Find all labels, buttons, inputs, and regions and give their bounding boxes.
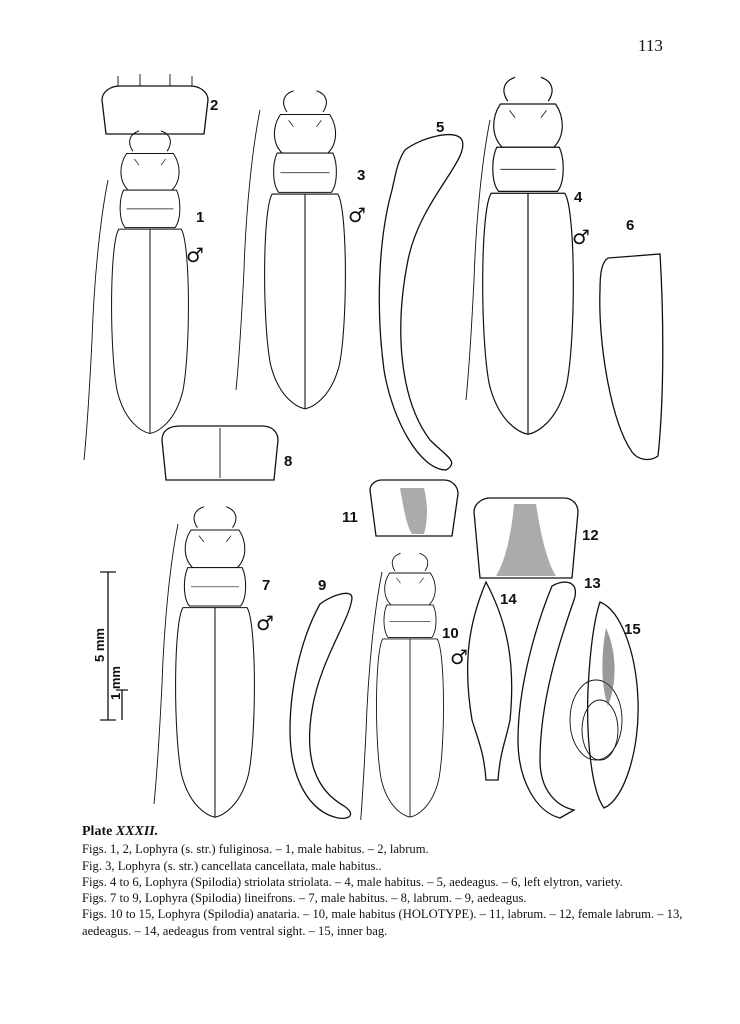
fig-label-13: 13 — [584, 575, 601, 592]
fig-label-10: 10 — [442, 625, 459, 642]
caption-line-3: Figs. 4 to 6, Lophyra (Spilodia) striolata striolata. – 4, male habitus. – 5, aedeagus. – 6, left elytron, variety. — [82, 874, 623, 889]
fig-9-aedeagus — [290, 593, 352, 818]
fig-3-habitus — [265, 91, 346, 409]
fig-13-aedeagus — [518, 582, 575, 818]
fig-10-habitus — [376, 553, 443, 817]
caption-title-prefix: Plate — [82, 824, 116, 839]
fig-label-9: 9 — [318, 577, 327, 594]
fig-label-15: 15 — [624, 621, 641, 638]
fig-label-2: 2 — [210, 97, 219, 114]
plate-caption — [82, 824, 702, 939]
fig-label-3: 3 — [357, 167, 366, 184]
fig-label-5: 5 — [436, 119, 445, 136]
fig-label-4: 4 — [574, 189, 583, 206]
fig-4-sex-symbol: ♂ — [572, 225, 590, 249]
fig-label-12: 12 — [582, 527, 599, 544]
fig-6-elytron — [600, 254, 663, 459]
fig-4-habitus — [483, 77, 574, 434]
caption-line-5: Figs. 10 to 15, Lophyra (Spilodia) anataria. – 10, male habitus (HOLOTYPE). – 11, labrum. – 12, female labrum. – 13, aedeagus. – 14, aedeagus from ventral sight. – 15, inner bag. — [82, 907, 683, 938]
fig-14-aedeagus-ventral — [468, 582, 512, 780]
fig-label-1: 1 — [196, 209, 205, 226]
caption-title-numeral: XXXII. — [115, 824, 159, 839]
fig-label-11: 11 — [342, 509, 358, 526]
fig-label-6: 6 — [626, 217, 635, 234]
fig-1-habitus — [112, 131, 189, 434]
fig-7-sex-symbol: ♂ — [256, 611, 274, 635]
caption-line-4: Figs. 7 to 9, Lophyra (Spilodia) lineifrons. – 7, male habitus. – 8, labrum. – 9, aedeagus. — [82, 891, 527, 906]
scale-label-5mm: 5 mm — [92, 628, 107, 662]
fig-7-habitus — [176, 507, 255, 817]
caption-line-1: Figs. 1, 2, Lophyra (s. str.) fuliginosa. – 1, male habitus. – 2, labrum. — [82, 842, 429, 857]
fig-label-8: 8 — [284, 453, 293, 470]
fig-10-sex-symbol: ♂ — [450, 645, 468, 669]
fig-5-aedeagus — [379, 135, 463, 470]
fig-label-14: 14 — [500, 591, 517, 608]
page-number: 113 — [638, 36, 663, 55]
caption-line-2: Fig. 3, Lophyra (s. str.) cancellata cancellata, male habitus.. — [82, 858, 382, 873]
fig-1-sex-symbol: ♂ — [186, 243, 204, 267]
caption-title — [82, 824, 702, 840]
scale-label-1mm: 1 mm — [108, 666, 123, 700]
scale-bars — [92, 572, 128, 720]
fig-3-sex-symbol: ♂ — [348, 203, 366, 227]
fig-label-7: 7 — [262, 577, 271, 594]
